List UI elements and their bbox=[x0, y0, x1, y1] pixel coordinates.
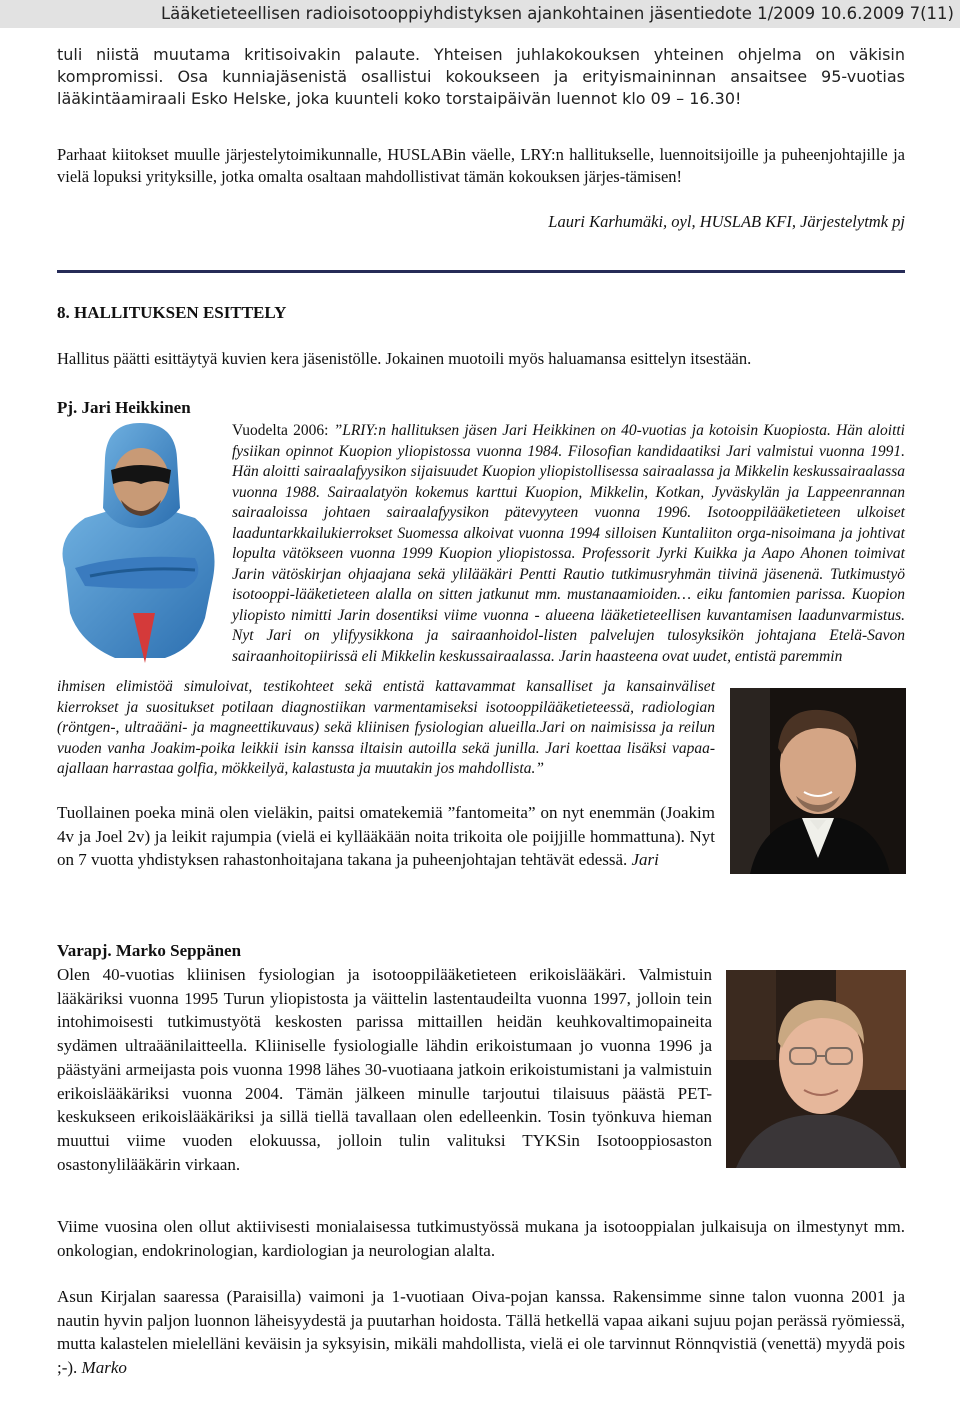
intro-paragraph-1: tuli niistä muutama kritisoivakin palaute. Yhteisen juhlakokouksen yhteinen ohjelma on väkisin kompromissi. Osa kunniajäsenistä osallistui kokoukseen ja erityismaininnan ansaitsee 95-vuotias lääkintäamiraali Esko Helske, joka kuunteli koko torstaipäivän luennot klo 09 – 16.30! bbox=[57, 45, 905, 108]
page-header: Lääketieteellisen radioisotooppiyhdistyksen ajankohtainen jäsentiedote 1/2009 10.6.2009 7(11) bbox=[0, 0, 960, 28]
pj-bio-lead: Vuodelta 2006: bbox=[232, 422, 334, 439]
pj-signature: Jari bbox=[631, 850, 659, 870]
superhero-illustration bbox=[45, 418, 225, 670]
jari-photo bbox=[730, 688, 906, 874]
marko-portrait bbox=[726, 970, 906, 1168]
varapj-signature: Marko bbox=[81, 1358, 127, 1378]
marko-photo bbox=[726, 970, 906, 1168]
superhero-photo bbox=[45, 418, 225, 670]
section-divider bbox=[57, 270, 905, 273]
pj-now-paragraph bbox=[57, 801, 715, 872]
intro-signature: Lauri Karhumäki, oyl, HUSLAB KFI, Järjestelytmk pj bbox=[548, 212, 905, 231]
pj-bio-top-text: ”LRIY:n hallituksen jäsen Jari Heikkinen on 40-vuotias ja kotoisin Kuopiosta. Hän aloitti fysiikan opinnot Kuopion yliopistossa vuonna 1984. Filosofian kandidaatiksi Jari valmistui vuonna 1991. Hän aloitti sairaalafyysikon sijaisuudet Kuopion yliopistollisessa sairaalassa ja Mikkelin keskussairaalassa vuonna 1988. Sairaalatyön kokemus karttui Kuopion, Mikkelin, Kotkan, Jyväskylän ja Lappeenrannan sairaaloissa johtaen sairaalafyysikon pätevyyteen vuonna 1996. Isotooppilääketieteen ulkoiset laaduntarkkailukierrokset Suomessa alkoivat vuonna 1994 silloisen Kuntaliiton orga-nisoimana ja johtivat lopulta vätökseen vuonna 1999 Kuopion yliopistossa. Professorit Jyrki Kuikka ja Aapo Ahonen toimivat Jarin vätöskirjan ohjaajana sekä ylilääkäri Pentti Rautio tutkimusryhmän tiivinä jäsenenä. Tutkimustyö isotooppi-lääketieteen alalla on sitten jatkunut mm. mustanaamioiden… eiku fantomien parissa. Kuopion yliopisto nimitti Jarin dosentiksi viime vuonna - alueena lääketieteellisen kuvantamisen laadunvarmistus. Nyt Jari on ylifyysikkona ja sairaanhoidol-listen palvelujen tulosyksikön johtajana Etelä-Savon sairaanhoitopiirissä eli Mikkelin keskussairaalassa. Jarin haasteena ovat uudet, entistä paremmin bbox=[232, 422, 905, 665]
pj-bio-bottom: ihmisen elimistöä simuloivat, testikohteet sekä entistä kattavammat kansalliset ja kansainväliset kierrokset ja suositukset potilaan diagnostiikan varmentamiseksi isotooppilääketieteessä, radiologian (röntgen-, ultraääni- ja magneettikuvaus) sekä kliinisen fysiologian alueilla.Jari on naimisissa ja reilun vuoden vanha Joakim-poika leikkii isin kanssa iltaisin autoilla sekä junilla. Jari koettaa lisäksi vapaa-ajallaan harrastaa golfia, mökkeilyä, kalastusta ja muutakin jos mahdollista.” bbox=[57, 678, 715, 777]
varapj-p3-text: Asun Kirjalan saaressa (Paraisilla) vaimoni ja 1-vuotiaan Oiva-pojan kanssa. Rakensimme sinne talon vuonna 2001 ja nautin hyvin paljon luonnon läheisyydestä ja puutarhan hoidosta. Tällä hetkellä vapaa aikani sujuu pojan perässä ryömiessä, mutta kalastelen mielelläni keväisin ja syksyisin, mikäli mahdollista, vielä ei ole tarvinnut Rönnqvistiä (venettä) myydä pois ;-). bbox=[57, 1287, 905, 1378]
pj-now-text: Tuollainen poeka minä olen vieläkin, paitsi omatekemiä ”fantomeita” on nyt enemmän (Joakim 4v ja Joel 2v) ja leikit rajumpia (vielä ei kyllääkään noita trikoita ole poijjille hommattuna). Nyt on 7 vuotta yhdistyksen rahastonhoitajana takana ja puheenjohtajan tehtävät edessä. bbox=[57, 803, 715, 870]
pj-title: Pj. Jari Heikkinen bbox=[57, 398, 191, 417]
intro-paragraph-2: Parhaat kiitokset muulle järjestelytoimikunnalle, HUSLABin väelle, LRY:n hallitukselle, luennoitsijoille ja puheenjohtajille ja vielä lopuksi yrityksille, jotka omalta osaltaan mahdollistivat tämän kokouksen järjes-tämisen! bbox=[57, 145, 905, 186]
varapj-bio: Olen 40-vuotias kliinisen fysiologian ja isotooppilääketieteen erikoislääkäri. Valmistuin lääkäriksi vuonna 1995 Turun yliopistosta ja väittelin lastentaudeilta vuonna 1997, jolloin tein intohimoisesti tutkimustyötä keskosten parissa mittaillen heidän keuhkovaltimopaineita sydämen ultraäänilaitteella. Kliiniselle fysiologialle lähdin erikoistumaan jo vuonna 1996 ja päästyäni armeijasta pois vuonna 1998 lähes 30-vuotiaana jatkoin erikoistumistani ja valmistuin erikoislääkäriksi vuonna 2004. Tämän jälkeen minulle tarjoutui tilaisuus päästä PET-keskukseen erikoislääkäriksi ja sillä tiellä tavallaan olen edelleenkin. Tosin työnkuva hieman muuttui viime vuoden elokuussa, jolloin tulin valituksi TYKSin Isotooppiosaston osastonylilääkärin virkaan. bbox=[57, 965, 712, 1174]
section-heading: 8. HALLITUKSEN ESITTELY bbox=[57, 303, 287, 322]
varapj-paragraph-2: Viime vuosina olen ollut aktiivisesti monialaisessa tutkimustyössä mukana ja isotooppialan julkaisuja on ilmestynyt mm. onkologian, endokrinologian, kardiologian ja neurologian alalta. bbox=[57, 1217, 905, 1260]
varapj-paragraph-3 bbox=[57, 1285, 905, 1380]
pj-bio-top bbox=[232, 421, 905, 667]
section-intro: Hallitus päätti esittäytyä kuvien kera jäsenistölle. Jokainen muotoili myös haluamansa esittelyn itsestään. bbox=[57, 349, 752, 368]
jari-portrait bbox=[730, 688, 906, 874]
varapj-title: Varapj. Marko Seppänen bbox=[57, 941, 242, 960]
